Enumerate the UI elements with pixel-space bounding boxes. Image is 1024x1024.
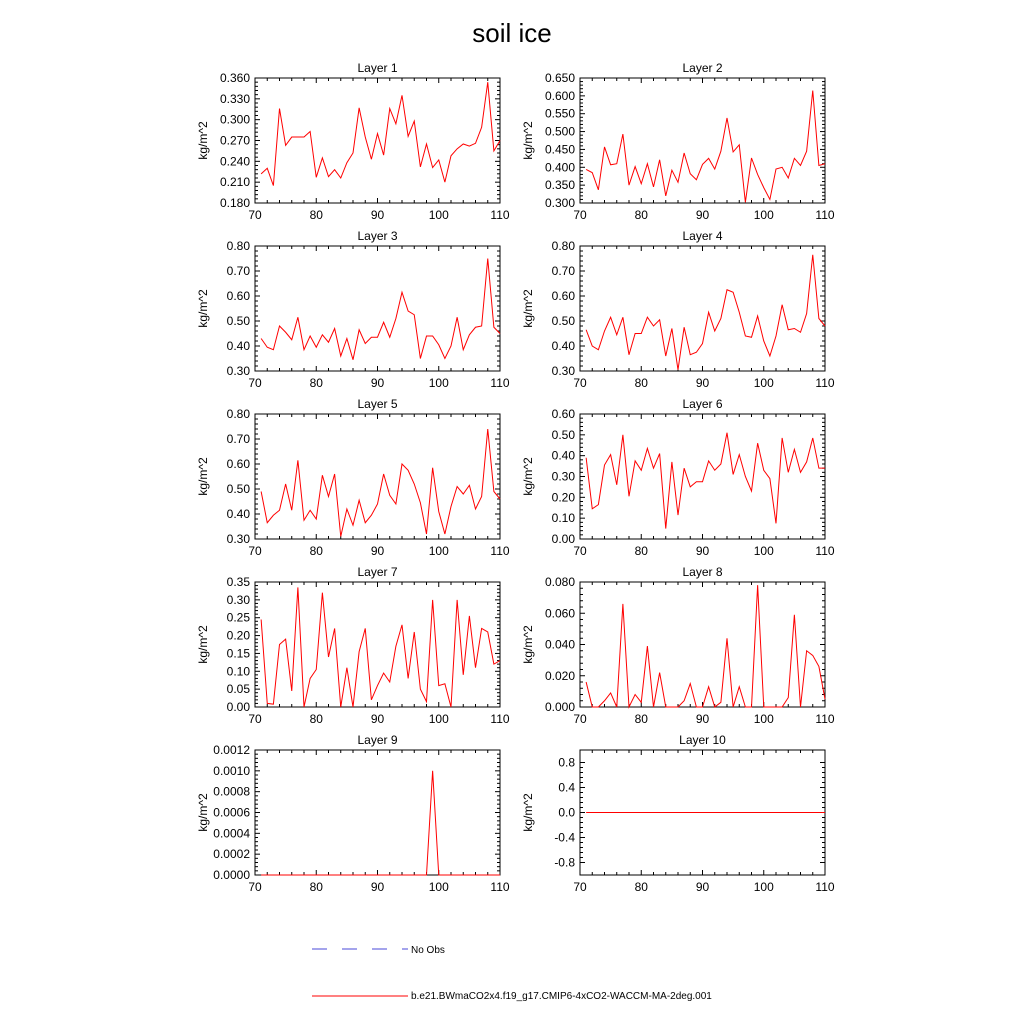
y-tick-label: 0.30 [226,592,250,607]
y-tick-label: 0.0 [558,805,575,820]
x-tick-label: 110 [815,880,835,894]
plot-frame [580,78,825,203]
legend-label-no-obs: No Obs [411,945,445,956]
x-tick-label: 90 [695,880,710,894]
y-tick-label: 0.00 [226,700,250,714]
x-tick-label: 70 [573,376,587,390]
y-axis-label: kg/m^2 [196,289,210,328]
x-tick-label: 70 [248,880,262,894]
x-tick-label: 70 [248,208,262,222]
y-tick-label: 0.20 [551,490,575,505]
y-tick-label: 0.50 [226,314,250,328]
x-tick-label: 110 [490,208,510,222]
plot-frame [255,750,500,875]
y-tick-label: 0.50 [551,314,575,328]
y-tick-label: 0.080 [544,575,575,589]
x-tick-label: 90 [370,544,385,558]
y-axis-label: kg/m^2 [521,121,535,160]
y-tick-label: 0.350 [544,178,575,193]
y-tick-label: 0.35 [226,575,250,589]
y-tick-label: 0.360 [219,71,250,85]
y-tick-label: 0.040 [544,637,575,652]
y-tick-label: -0.4 [554,830,575,845]
y-tick-label: 0.30 [551,469,575,484]
series-line [261,429,500,537]
y-tick-label: 0.300 [219,112,250,127]
y-tick-label: 0.05 [226,682,250,697]
y-tick-label: 0.0008 [213,784,250,799]
y-tick-label: 0.80 [226,239,250,253]
panel-title: Layer 10 [679,733,726,747]
x-tick-label: 80 [309,712,323,726]
panel-title: Layer 5 [357,397,398,411]
x-tick-label: 80 [634,376,648,390]
panel-3 [196,229,510,390]
x-tick-label: 100 [428,544,449,558]
y-tick-label: 0.10 [226,664,250,679]
y-tick-label: 0.80 [551,239,575,253]
y-tick-label: 0.060 [544,606,575,621]
y-tick-label: 0.0012 [213,743,250,757]
x-tick-label: 90 [370,208,385,222]
y-tick-label: 0.4 [558,780,575,795]
x-tick-label: 90 [370,376,385,390]
x-tick-label: 70 [573,208,587,222]
y-tick-label: 0.00 [551,532,575,546]
x-tick-label: 100 [753,880,774,894]
y-tick-label: 0.650 [544,71,575,85]
series-line [261,82,500,185]
panel-title: Layer 2 [682,61,723,75]
x-tick-label: 80 [634,208,648,222]
panel-5 [196,397,510,558]
panel-title: Layer 7 [357,565,398,579]
y-tick-label: 0.30 [226,364,250,378]
x-tick-label: 70 [248,712,262,726]
panel-title: Layer 6 [682,397,723,411]
plot-frame [580,582,825,707]
x-tick-label: 90 [370,712,385,726]
x-tick-label: 100 [428,376,449,390]
y-tick-label: 0.240 [219,154,250,169]
x-tick-label: 110 [815,712,835,726]
panel-9 [196,733,510,894]
x-tick-label: 90 [695,208,710,222]
y-tick-label: 0.30 [226,532,250,546]
panel-1 [196,61,510,222]
panel-title: Layer 3 [357,229,398,243]
series-line [261,587,500,707]
y-tick-label: 0.25 [226,610,250,625]
x-tick-label: 70 [248,376,262,390]
y-tick-label: 0.60 [551,407,575,421]
series-line [586,433,825,529]
x-tick-label: 110 [490,712,510,726]
y-tick-label: 0.70 [226,432,250,446]
y-tick-label: 0.270 [219,133,250,148]
x-tick-label: 90 [695,376,710,390]
y-tick-label: 0.70 [551,264,575,278]
plot-frame [580,414,825,539]
panel-title: Layer 9 [357,733,398,747]
y-axis-label: kg/m^2 [196,121,210,160]
panel-8 [521,565,835,726]
legend-label-series: b.e21.BWmaCO2x4.f19_g17.CMIP6-4xCO2-WACCM-MA-2deg.001 [411,991,712,1002]
plot-frame [255,414,500,539]
y-tick-label: 0.330 [219,91,250,106]
y-tick-label: 0.50 [551,427,575,442]
x-tick-label: 110 [815,208,835,222]
y-tick-label: 0.40 [226,507,250,521]
y-tick-label: 0.8 [558,755,575,770]
y-tick-label: 0.550 [544,106,575,121]
x-tick-label: 70 [248,544,262,558]
x-tick-label: 70 [573,712,587,726]
y-tick-label: 0.50 [226,482,250,496]
x-tick-label: 100 [753,712,774,726]
y-tick-label: 0.020 [544,668,575,683]
y-tick-label: 0.40 [551,448,575,463]
y-tick-label: 0.210 [219,175,250,190]
y-tick-label: 0.80 [226,407,250,421]
legend [312,945,712,1002]
panels [196,61,835,894]
y-axis-label: kg/m^2 [521,793,535,832]
y-tick-label: -0.8 [554,855,575,870]
x-tick-label: 90 [695,544,710,558]
plot-frame [580,246,825,371]
x-tick-label: 100 [753,376,774,390]
panel-6 [521,397,835,558]
series-line [586,255,825,370]
plot-frame [255,78,500,203]
x-tick-label: 100 [753,208,774,222]
y-tick-label: 0.180 [219,196,250,210]
y-axis-label: kg/m^2 [521,625,535,664]
y-axis-label: kg/m^2 [521,289,535,328]
panel-7 [196,565,510,726]
x-tick-label: 80 [309,880,323,894]
y-tick-label: 0.600 [544,88,575,103]
x-tick-label: 100 [428,880,449,894]
panel-title: Layer 4 [682,229,723,243]
y-tick-label: 0.20 [226,628,250,643]
chart-title: soil ice [472,18,552,48]
y-tick-label: 0.10 [551,511,575,526]
y-tick-label: 0.300 [544,196,575,210]
x-tick-label: 110 [815,376,835,390]
series-line [586,91,825,203]
y-tick-label: 0.400 [544,160,575,175]
panel-10 [521,733,835,894]
y-tick-label: 0.0004 [213,826,250,841]
series-line [586,585,825,707]
plot-frame [255,246,500,371]
y-tick-label: 0.000 [544,700,575,714]
panel-title: Layer 8 [682,565,723,579]
y-tick-label: 0.60 [226,457,250,471]
y-tick-label: 0.450 [544,142,575,157]
panel-2 [521,61,835,222]
y-tick-label: 0.30 [551,364,575,378]
x-tick-label: 70 [573,544,587,558]
y-axis-label: kg/m^2 [521,457,535,496]
x-tick-label: 110 [815,544,835,558]
y-axis-label: kg/m^2 [196,625,210,664]
x-tick-label: 90 [370,880,385,894]
y-tick-label: 0.40 [551,339,575,353]
x-tick-label: 80 [634,544,648,558]
x-tick-label: 80 [634,880,648,894]
y-tick-label: 0.500 [544,124,575,139]
y-tick-label: 0.40 [226,339,250,353]
y-tick-label: 0.0002 [213,847,250,862]
y-axis-label: kg/m^2 [196,793,210,832]
x-tick-label: 110 [490,880,510,894]
x-tick-label: 80 [309,376,323,390]
x-tick-label: 80 [634,712,648,726]
x-tick-label: 110 [490,544,510,558]
y-tick-label: 0.0010 [213,763,250,778]
y-tick-label: 0.70 [226,264,250,278]
y-axis-label: kg/m^2 [196,457,210,496]
y-tick-label: 0.15 [226,646,250,661]
panel-4 [521,229,835,390]
y-tick-label: 0.60 [551,289,575,303]
panel-title: Layer 1 [357,61,398,75]
x-tick-label: 100 [428,712,449,726]
x-tick-label: 110 [490,376,510,390]
x-tick-label: 100 [753,544,774,558]
x-tick-label: 100 [428,208,449,222]
x-tick-label: 90 [695,712,710,726]
series-line [261,771,500,875]
y-tick-label: 0.60 [226,289,250,303]
x-tick-label: 70 [573,880,587,894]
x-tick-label: 80 [309,544,323,558]
series-line [261,259,500,360]
y-tick-label: 0.0006 [213,805,250,820]
y-tick-label: 0.0000 [213,868,250,882]
x-tick-label: 80 [309,208,323,222]
